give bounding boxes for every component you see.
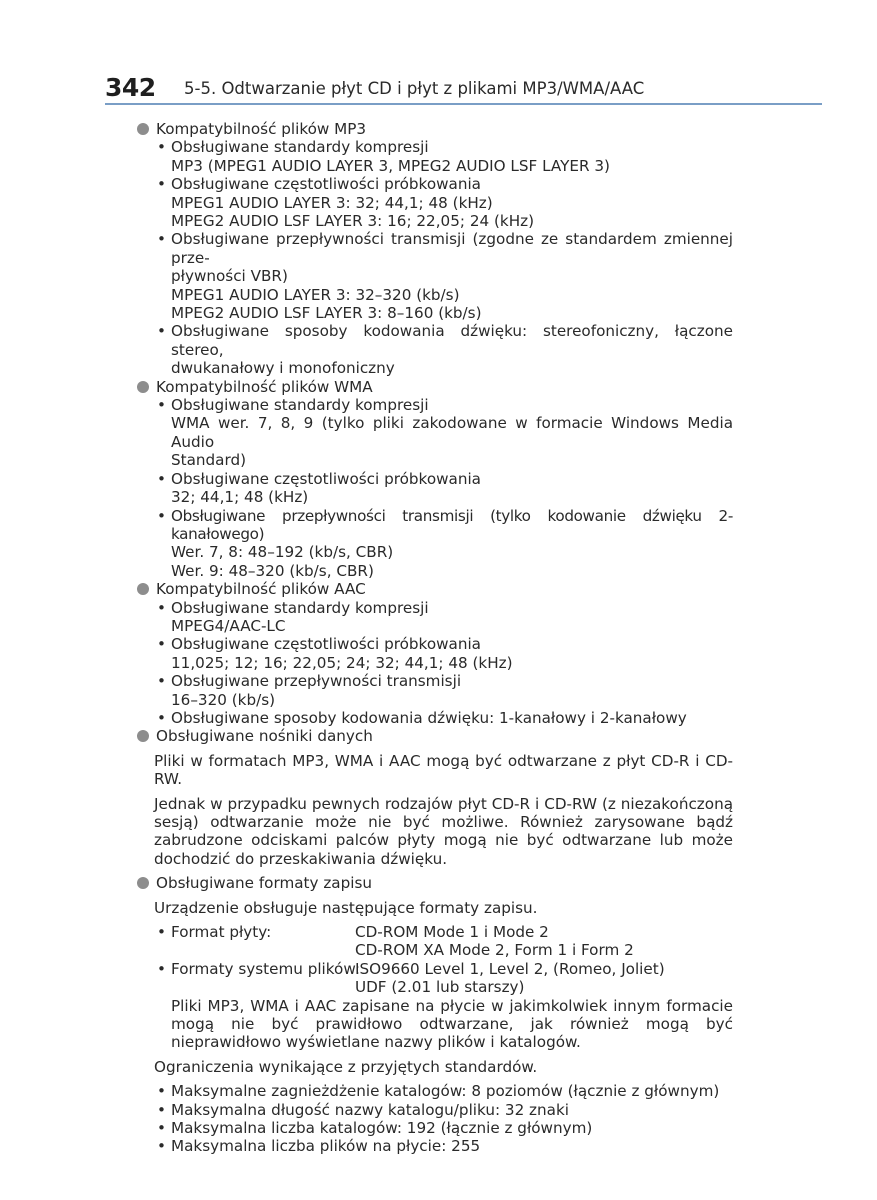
bullet-icon: • — [157, 175, 166, 194]
header-rule — [105, 103, 822, 105]
bullet-icon: • — [157, 138, 166, 157]
page-number: 342 — [105, 73, 156, 102]
bullet-item: • Obsługiwane przepływności transmisji 16–320 (kb/s) — [157, 672, 462, 709]
section-wma — [137, 378, 733, 580]
section-media — [137, 727, 733, 868]
bullet-icon: • — [157, 672, 166, 691]
section-formats — [137, 874, 733, 1156]
format-label: Format płyty: — [171, 922, 272, 941]
section-dot-icon — [137, 123, 149, 135]
list-item: • Maksymalna liczba katalogów: 192 (łącznie z głównym) — [157, 1119, 593, 1138]
format-label: Formaty systemu plików: — [171, 959, 361, 978]
paragraph: Jednak w przypadku pewnych rodzajów płyt CD-R i CD-RW (z niezakończoną sesją) odtwarzanie może nie być możliwe. Również zarysowane bądź zabrudzone odciskami palców płyty mogą nie być odtwarzane lub może dochodzić do przeskakiwania dźwięku. — [154, 794, 733, 868]
bullet-item: • Obsługiwane przepływności transmisji (zgodne ze standardem zmiennej prze- pływności VBR) MPEG1 AUDIO LAYER 3: 32–320 (kb/s) MPEG2 AUDIO LSF LAYER 3: 8–160 (kb/s) — [157, 230, 733, 323]
list-item: • Maksymalna liczba plików na płycie: 255 — [157, 1137, 481, 1156]
bullet-item: • Obsługiwane sposoby kodowania dźwięku: stereofoniczny, łączone stereo, dwukanałowy i monofoniczny — [157, 322, 733, 378]
bullet-item: • Obsługiwane przepływności transmisji (tylko kodowanie dźwięku 2-kanałowego) Wer. 7, 8: 48–192 (kb/s, CBR) Wer. 9: 48–320 (kb/s, CBR) — [157, 506, 733, 580]
bullet-icon: • — [157, 1082, 166, 1101]
paragraph: Pliki w formatach MP3, WMA i AAC mogą być odtwarzane z płyt CD-R i CD-RW. — [154, 751, 733, 789]
bullet-icon: • — [157, 959, 166, 978]
section-heading: Kompatybilność plików MP3 — [156, 120, 367, 138]
bullet-icon: • — [157, 506, 166, 525]
bullet-icon: • — [157, 469, 166, 488]
bullet-icon: • — [157, 598, 166, 617]
section-heading: Obsługiwane nośniki danych — [156, 727, 373, 746]
bullet-icon: • — [157, 230, 166, 249]
section-dot-icon — [137, 583, 149, 595]
section-heading: Kompatybilność plików AAC — [156, 580, 366, 599]
bullet-item: • Obsługiwane standardy kompresji WMA wer. 7, 8, 9 (tylko pliki zakodowane w formacie Windows Media Audio Standard) — [157, 396, 733, 470]
page-header — [105, 73, 822, 103]
paragraph: Ograniczenia wynikające z przyjętych standardów. — [154, 1057, 538, 1076]
note-paragraph: Pliki MP3, WMA i AAC zapisane na płycie w jakimkolwiek innym formacie mogą nie być prawidłowo odtwarzane, jak również mogą być nieprawidłowo wyświetlane nazwy plików i katalogów. — [171, 996, 733, 1052]
bullet-icon: • — [157, 1119, 166, 1138]
list-item: • Maksymalne zagnieżdżenie katalogów: 8 poziomów (łącznie z głównym) — [157, 1082, 720, 1101]
list-item: • Maksymalna długość nazwy katalogu/pliku: 32 znaki — [157, 1100, 569, 1119]
bullet-icon: • — [157, 635, 166, 654]
format-row: • Format płyty: CD-ROM Mode 1 i Mode 2 CD-ROM XA Mode 2, Form 1 i Form 2 — [157, 922, 634, 960]
section-dot-icon — [137, 730, 149, 742]
bullet-icon: • — [157, 1100, 166, 1119]
bullet-icon: • — [157, 1137, 166, 1156]
bullet-icon: • — [157, 322, 166, 341]
bullet-item: • Obsługiwane standardy kompresji MP3 (MPEG1 AUDIO LAYER 3, MPEG2 AUDIO LSF LAYER 3) — [157, 138, 610, 175]
bullet-icon: • — [157, 922, 166, 941]
bullet-item: • Obsługiwane standardy kompresji MPEG4/AAC-LC — [157, 598, 429, 635]
bullet-item: • Obsługiwane częstotliwości próbkowania 11,025; 12; 16; 22,05; 24; 32; 44,1; 48 (kHz) — [157, 635, 513, 672]
bullet-icon: • — [157, 396, 166, 415]
bullet-icon: • — [157, 708, 166, 727]
bullet-item: • Obsługiwane sposoby kodowania dźwięku: 1-kanałowy i 2-kanałowy — [157, 708, 687, 727]
bullet-item: • Obsługiwane częstotliwości próbkowania 32; 44,1; 48 (kHz) — [157, 469, 481, 507]
section-heading: Kompatybilność plików WMA — [156, 377, 373, 396]
bullet-item: • Obsługiwane częstotliwości próbkowania MPEG1 AUDIO LAYER 3: 32; 44,1; 48 (kHz) MPEG2 AUDIO LSF LAYER 3: 16; 22,05; 24 (kHz) — [157, 175, 535, 231]
page-content — [137, 120, 733, 1156]
section-heading: Obsługiwane formaty zapisu — [156, 874, 372, 893]
format-row: • Formaty systemu plików: ISO9660 Level 1, Level 2, (Romeo, Joliet) UDF (2.01 lub starszy) — [157, 959, 665, 997]
paragraph: Urządzenie obsługuje następujące formaty zapisu. — [154, 898, 538, 917]
section-title: 5-5. Odtwarzanie płyt CD i płyt z plikami MP3/WMA/AAC — [184, 79, 645, 98]
section-mp3 — [137, 120, 733, 378]
limits-list — [137, 1082, 733, 1156]
section-dot-icon — [137, 877, 149, 889]
section-aac — [137, 580, 733, 727]
section-dot-icon — [137, 381, 149, 393]
